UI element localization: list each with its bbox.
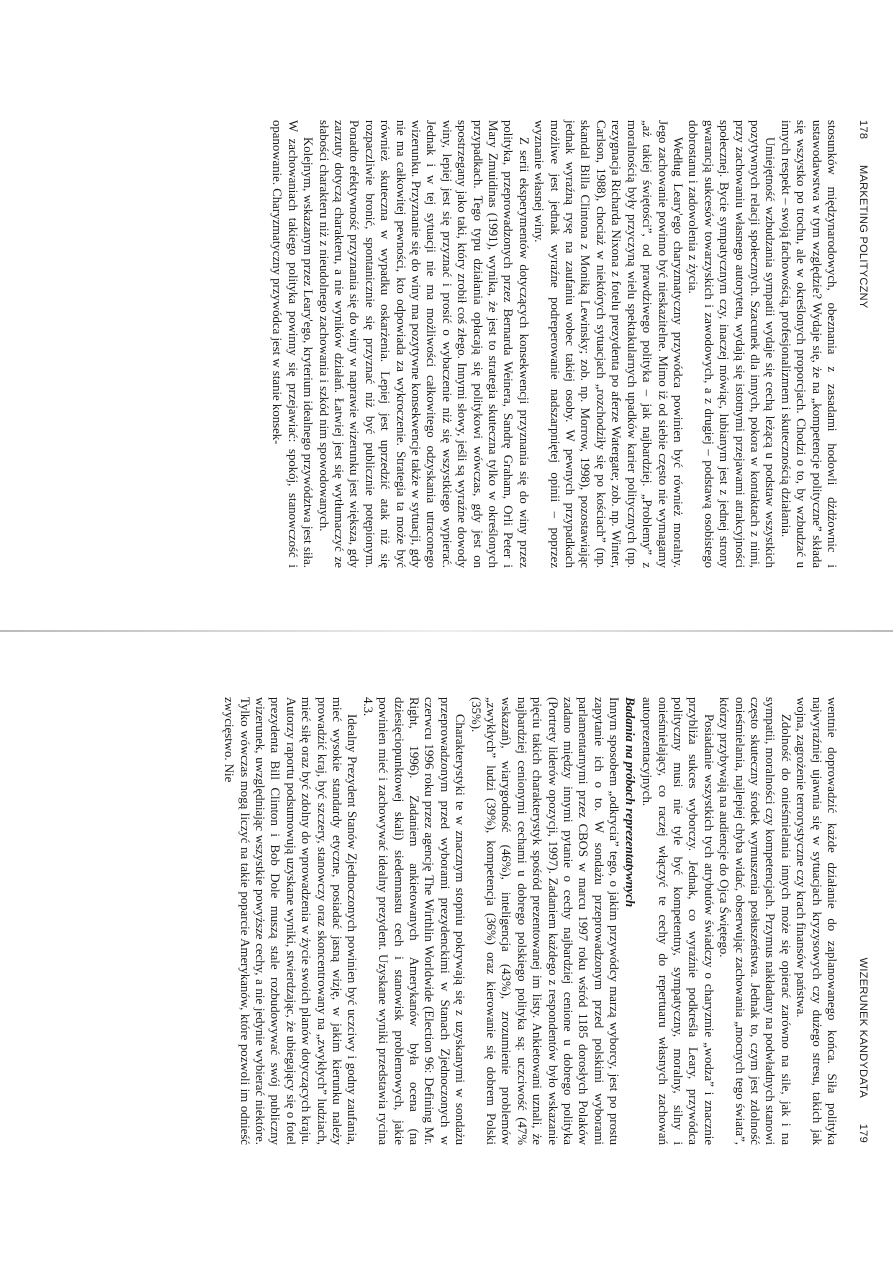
left-page: [0, 0, 893, 631]
page-body: [221, 697, 839, 1145]
paragraph: Umiejętność wzbudzania sympatii wydaje się cechą leżącą u podstaw wszystkich pozytywnych relacji społecznych. Szacunek dla innych, pokora w kontaktach z nimi, przy zachowaniu własnego autorytetu, wydają się istotnymi przejawami atrakcyjności społecznej. Bycie sympatycznym czy, inaczej mówiąc, lubianym jest z jednej strony gwarancją sukcesów towarzyskich i zawodowych, a z drugiej – podstawą osobistego dobrostanu i zadowolenia z życia.: [686, 120, 778, 568]
paragraph: Charakterystyki te w znacznym stopniu pokrywają się z uzyskanymi w sondażu przeprowadzonym przed wyborami prezydenckimi w Stanach Zjednoczonych w czerwcu 1996 roku przez agencję The Wirthlin Worldwide (Election 96: Defining Mr. Right, 1996). Zadaniem ankietowanych Amerykanów była ocena (na dziesięciopunktowej skali) siedemnastu cech i stanowisk problemowych, jakie powinien mieć i zachowywać idealny prezydent. Uzyskane wyniki przedstawia rycina 4.3.: [360, 697, 468, 1145]
paragraph: stosunków międzynarodowych, obeznania z zasadami hodowli dżdżownic i ustawodawstwa w tym względzie? Wydaje się, że na „kompetencje polityczne” składa się wszystko po trochu, ale w określonych proporcjach. Chodzi o to, by wzbudzać u innych respekt – swoją fachowością, profesjonalizmem i skutecznością działania.: [778, 120, 839, 568]
paragraph: Idealny Prezydent Stanów Zjednoczonych powinien być uczciwy i godny zaufania, mieć wysokie standardy etyczne, posiadać jasną wizję, w jakim kierunku należy prowadzić kraj, być szczery, stanowczy oraz skoncentrowany na „zwykłych” ludziach, mieć siłę oraz być zdolny do wprowadzenia w życie swoich planów dotyczących kraju. Autorzy raportu podsumowują uzyskane wyniki, stwierdzając, że ubiegający się o fotel prezydenta Bill Clinton i Bob Dole muszą stale rozbudowywać swój publiczny wizerunek, uwzględniając wszystkie powyższe cechy, a nie jedynie wybierać niektóre. Tylko wówczas mogą liczyć na takie poparcie Amerykanów, które pozwoli im odnieść zwycięstwo. Nie: [222, 697, 360, 1145]
paragraph: Kolejnym, wskazanym przez Leary'ego, kryterium idealnego przywództwa jest siła. W zachowaniach takiego polityka powinny się przejawiać: spokój, stanowczość i opanowanie. Charyzmatyczny przywódca jest w stanie konsek-: [270, 120, 316, 568]
page-body: [269, 120, 839, 568]
paragraph: Według Leary'ego charyzmatyczny przywódca powinien być również moralny. Jego zachowanie powinno być nieskazitelne. Mimo iż od siebie często nie wymagamy „aż takiej świętości”, od prawdziwego polityka – jak najbardziej. „Problemy” z moralnością były przyczyną wielu spektakularnych upadków karier politycznych (np. rezygnacja Richarda Nixona z fotelu prezydenta po aferze Watergate; zob. np. Winter, Carlson, 1988), chociaż w niektórych sytuacjach „rozchodziły się po kościach” (np. skandal Billa Clintona z Moniką Lewinsky; zob. np. Morrow, 1998), pozostawiając jednak wyraźną rysę na zaufaniu wobec takiej osoby. W pewnych przypadkach możliwe jest jednak wyraźne podreperowanie nadszarpniętej opinii – poprzez wyznanie własnej winy.: [532, 120, 685, 568]
section-heading: Badania na próbach reprezentatywnych: [622, 697, 637, 908]
paragraph: wentnie doprowadzić każde działanie do zaplanowanego końca. Siła polityka najwyraźniej ujawnia się w sytuacjach kryzysowych czy dużego stresu, takich jak wojna, zagrożenie terrorystyczne czy krach finansów państwa.: [794, 697, 839, 1145]
page-number: 178: [857, 120, 869, 140]
page-number: 179: [857, 1123, 869, 1143]
paragraph: Zdolność do onieśmielania innych może się opierać zarówno na sile, jak i na sympatii, moralności czy kompetencjach. Przymus nakładany na podwładnych stanowi często skuteczny środek wymuszenia posłuszeństwa. Jednak to, czym jest zdolność onieśmielania, najlepiej chyba widać, obserwując zachowania „mocnych tego świata”, którzy przybywają na audiencje do Ojca Świętego.: [717, 697, 793, 1145]
running-head: WIZERUNEK KANDYDATA: [857, 957, 869, 1098]
paragraph: Innym sposobem „odkrycia” tego, o jakim przywódcy marzą wyborcy, jest po prostu zapytanie ich o to. W sondażu przeprowadzonym przed polskimi wyborami parlamentarnymi przez CBOS w marcu 1997 roku wśród 1185 dorosłych Polaków zadano między innymi pytanie o cechy najbardziej cenione u dobrego polityka (Portrety liderów opozycji, 1997). Zadaniem każdego z respondentów było wskazanie pięciu takich charakterystyk spośród prezentowanej im listy. Ankietowani uznali, że najbardziej cenionymi cechami u dobrego polskiego polityka są: uczciwość (47% wskazań), wiarygodność (46%), inteligencja (43%), zrozumienie problemów „zwykłych” ludzi (39%), kompetencja (36%) oraz kierowanie się dobrem Polski (35%).: [468, 697, 622, 1145]
paragraph: Posiadanie wszystkich tych atrybutów świadczy o charyzmie „wodza” i znacznie przybliża sukces wyborczy. Jednak, co wyraźnie podkreśla Leary, przywódca polityczny musi nie tyle być kompetentny, sympatyczny, moralny, silny i onieśmielający, co raczej włączyć te cechy do repertuaru własnych zachowań autoprezentacyjnych.: [640, 697, 716, 1145]
right-page: [0, 632, 893, 1263]
running-head: MARKETING POLITYCZNY: [857, 165, 869, 309]
paragraph: Z serii eksperymentów dotyczących konsekwencji przyznania się do winy przez polityka, przeprowadzonych przez Bernarda Weinera, Sandrę Graham, Orli Peter i Mary Zmuidinas (1991), wynika, że jest to strategia skuteczna tylko w określonych przypadkach. Tego typu działania opłacają się politykowi wówczas, gdy jest on spostrzegany jako taki, który zrobił coś złego. Innymi słowy, jeśli są wyraźne dowody winy, lepiej jest się przyznać i prosić o wybaczenie niż się wszystkiego wypierać. Jednak i w tej sytuacji nie ma możliwości całkowitego odzyskania utraconego wizerunku. Przyznanie się do winy ma pozytywne konsekwencje także w sytuacji, gdy nie ma całkowitej pewności, kto odpowiada za wykroczenie. Strategia ta może być również skuteczna w wypadku oskarżenia. Lepiej jest uprzedzić atak niż się rozpaczliwie bronić, spontanicznie się przyznać niż być publicznie potępionym. Ponadto efektywność przyznania się do winy w naprawie wizerunku jest większa, gdy zarzuty dotyczą charakteru, a nie wyników działań. Łatwiej jest się wytłumaczyć ze słabości charakteru niż z nieudolnego zachowania i szkód nim spowodowanych.: [316, 120, 531, 568]
